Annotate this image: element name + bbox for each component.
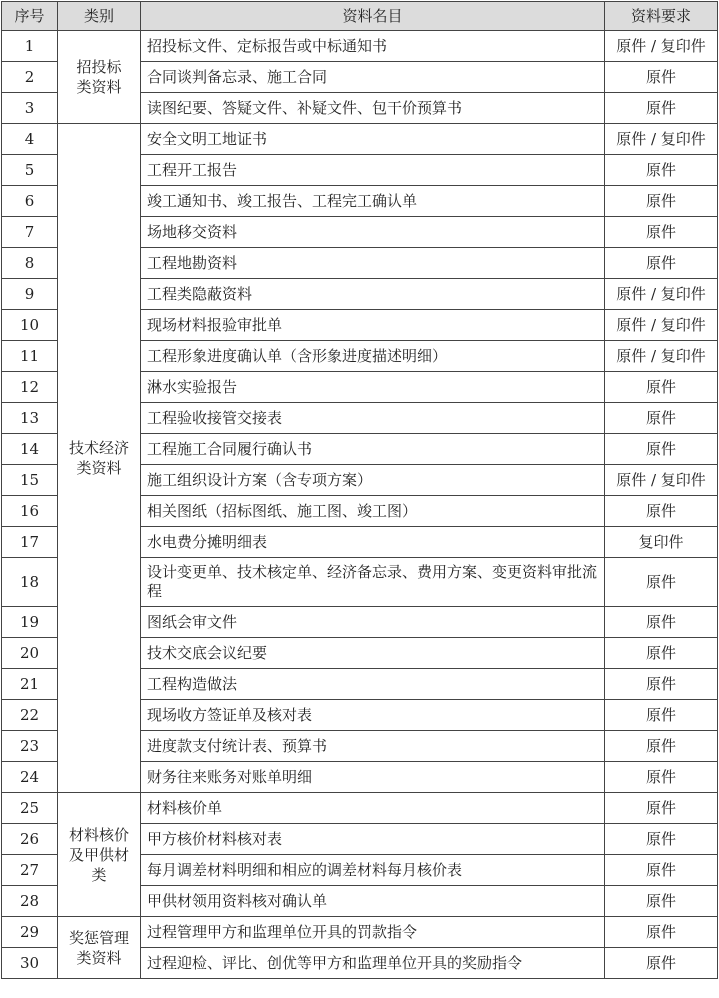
row-num: 6	[2, 186, 58, 217]
row-num: 18	[2, 558, 58, 607]
row-num: 7	[2, 217, 58, 248]
row-num: 13	[2, 403, 58, 434]
row-name: 工程地勘资料	[141, 248, 605, 279]
row-requirement: 原件	[605, 886, 718, 917]
row-requirement: 原件	[605, 372, 718, 403]
row-name: 工程验收接管交接表	[141, 403, 605, 434]
row-requirement: 原件	[605, 248, 718, 279]
row-name: 水电费分摊明细表	[141, 527, 605, 558]
table-row	[2, 793, 718, 824]
row-num: 22	[2, 700, 58, 731]
row-name: 技术交底会议纪要	[141, 638, 605, 669]
table-row	[2, 31, 718, 62]
row-num: 3	[2, 93, 58, 124]
table-row	[2, 124, 718, 155]
row-num: 14	[2, 434, 58, 465]
row-requirement: 原件	[605, 669, 718, 700]
row-name: 材料核价单	[141, 793, 605, 824]
row-num: 21	[2, 669, 58, 700]
row-requirement: 原件	[605, 855, 718, 886]
row-name: 工程类隐蔽资料	[141, 279, 605, 310]
table-header-row	[2, 2, 718, 31]
row-num: 4	[2, 124, 58, 155]
row-requirement: 原件	[605, 731, 718, 762]
document-table	[1, 1, 718, 979]
row-name: 淋水实验报告	[141, 372, 605, 403]
row-name: 工程形象进度确认单（含形象进度描述明细）	[141, 341, 605, 372]
row-requirement: 原件	[605, 762, 718, 793]
row-requirement: 原件	[605, 434, 718, 465]
row-requirement: 原件	[605, 793, 718, 824]
row-num: 20	[2, 638, 58, 669]
row-name: 工程开工报告	[141, 155, 605, 186]
row-name: 甲供材领用资料核对确认单	[141, 886, 605, 917]
row-name: 现场收方签证单及核对表	[141, 700, 605, 731]
row-num: 28	[2, 886, 58, 917]
row-requirement: 原件	[605, 558, 718, 607]
row-name: 读图纪要、答疑文件、补疑文件、包干价预算书	[141, 93, 605, 124]
row-requirement: 原件	[605, 403, 718, 434]
row-name: 甲方核价材料核对表	[141, 824, 605, 855]
row-name: 场地移交资料	[141, 217, 605, 248]
row-name: 相关图纸（招标图纸、施工图、竣工图）	[141, 496, 605, 527]
row-num: 19	[2, 607, 58, 638]
row-name: 进度款支付统计表、预算书	[141, 731, 605, 762]
row-requirement: 原件	[605, 917, 718, 948]
row-name: 施工组织设计方案（含专项方案）	[141, 465, 605, 496]
row-name: 过程管理甲方和监理单位开具的罚款指令	[141, 917, 605, 948]
row-name: 每月调差材料明细和相应的调差材料每月核价表	[141, 855, 605, 886]
row-requirement: 原件	[605, 824, 718, 855]
category-tech-econ: 技术经济类资料	[58, 124, 141, 793]
row-requirement: 原件 / 复印件	[605, 310, 718, 341]
row-name: 财务往来账务对账单明细	[141, 762, 605, 793]
row-num: 15	[2, 465, 58, 496]
row-num: 11	[2, 341, 58, 372]
row-requirement: 原件	[605, 700, 718, 731]
row-requirement: 原件 / 复印件	[605, 124, 718, 155]
row-num: 12	[2, 372, 58, 403]
row-requirement: 原件	[605, 155, 718, 186]
row-requirement: 原件 / 复印件	[605, 31, 718, 62]
row-requirement: 原件	[605, 93, 718, 124]
table-row	[2, 917, 718, 948]
row-num: 24	[2, 762, 58, 793]
row-num: 16	[2, 496, 58, 527]
row-requirement: 原件	[605, 217, 718, 248]
row-name: 图纸会审文件	[141, 607, 605, 638]
category-bidding: 招投标类资料	[58, 31, 141, 124]
row-requirement: 原件 / 复印件	[605, 279, 718, 310]
row-name: 招投标文件、定标报告或中标通知书	[141, 31, 605, 62]
row-num: 23	[2, 731, 58, 762]
row-requirement: 原件	[605, 62, 718, 93]
row-name: 工程施工合同履行确认书	[141, 434, 605, 465]
category-material: 材料核价及甲供材类	[58, 793, 141, 917]
row-name: 过程迎检、评比、创优等甲方和监理单位开具的奖励指令	[141, 948, 605, 979]
row-num: 1	[2, 31, 58, 62]
row-requirement: 原件	[605, 607, 718, 638]
row-requirement: 原件 / 复印件	[605, 465, 718, 496]
row-num: 2	[2, 62, 58, 93]
row-requirement: 复印件	[605, 527, 718, 558]
row-num: 9	[2, 279, 58, 310]
row-requirement: 原件	[605, 638, 718, 669]
header-num: 序号	[2, 2, 58, 31]
row-requirement: 原件	[605, 186, 718, 217]
row-name: 合同谈判备忘录、施工合同	[141, 62, 605, 93]
row-num: 29	[2, 917, 58, 948]
row-num: 30	[2, 948, 58, 979]
row-num: 25	[2, 793, 58, 824]
row-num: 27	[2, 855, 58, 886]
row-requirement: 原件	[605, 948, 718, 979]
row-requirement: 原件 / 复印件	[605, 341, 718, 372]
row-name: 安全文明工地证书	[141, 124, 605, 155]
row-name: 现场材料报验审批单	[141, 310, 605, 341]
category-reward: 奖惩管理类资料	[58, 917, 141, 979]
header-requirement: 资料要求	[605, 2, 718, 31]
row-requirement: 原件	[605, 496, 718, 527]
row-name: 竣工通知书、竣工报告、工程完工确认单	[141, 186, 605, 217]
row-num: 26	[2, 824, 58, 855]
header-name: 资料名目	[141, 2, 605, 31]
row-num: 17	[2, 527, 58, 558]
row-name: 工程构造做法	[141, 669, 605, 700]
row-num: 8	[2, 248, 58, 279]
row-num: 5	[2, 155, 58, 186]
row-name: 设计变更单、技术核定单、经济备忘录、费用方案、变更资料审批流程	[141, 558, 605, 607]
row-num: 10	[2, 310, 58, 341]
header-category: 类别	[58, 2, 141, 31]
